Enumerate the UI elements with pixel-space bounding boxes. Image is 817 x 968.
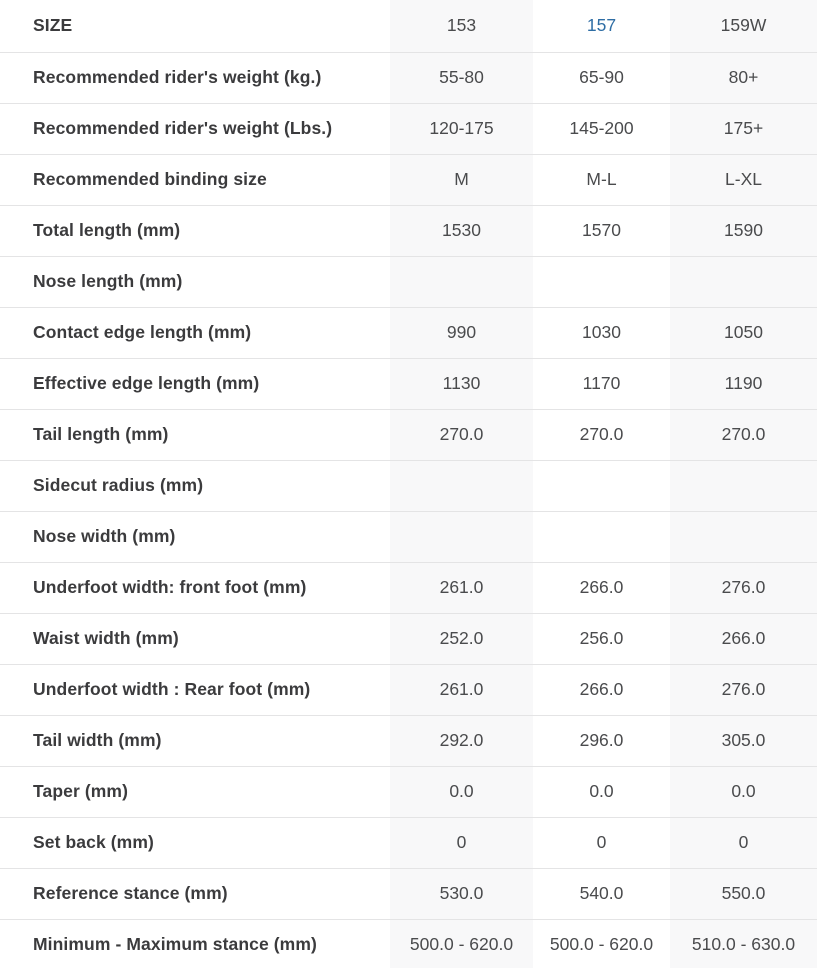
size-option-159w[interactable]: 159W bbox=[720, 15, 767, 36]
spec-value-cell: 145-200 bbox=[569, 118, 634, 138]
table-row bbox=[0, 868, 817, 919]
table-row bbox=[0, 817, 817, 868]
table-row bbox=[0, 154, 817, 205]
spec-value-cell: 276.0 bbox=[721, 577, 766, 597]
table-row bbox=[0, 919, 817, 968]
spec-value-cell: 1050 bbox=[724, 322, 763, 342]
spec-value-cell: 55-80 bbox=[439, 67, 484, 87]
spec-row-label: Contact edge length (mm) bbox=[33, 322, 252, 342]
spec-value-cell: 0.0 bbox=[731, 781, 756, 801]
spec-row-label: Underfoot width : Rear foot (mm) bbox=[33, 679, 311, 699]
spec-row-label: Tail width (mm) bbox=[33, 730, 162, 750]
table-row bbox=[0, 562, 817, 613]
spec-value-cell: 0.0 bbox=[589, 781, 614, 801]
spec-value-cell bbox=[390, 460, 533, 511]
spec-value-cell: 990 bbox=[446, 322, 477, 342]
spec-value-cell: 175+ bbox=[723, 118, 764, 138]
spec-value-cell bbox=[390, 256, 533, 307]
spec-value-cell: 1570 bbox=[582, 220, 621, 240]
spec-value-cell: 292.0 bbox=[439, 730, 484, 750]
spec-row-label: Taper (mm) bbox=[33, 781, 128, 801]
spec-value-cell bbox=[670, 256, 817, 307]
table-row bbox=[0, 307, 817, 358]
table-row bbox=[0, 511, 817, 562]
spec-value-cell: 500.0 - 620.0 bbox=[409, 934, 514, 954]
spec-value-cell: 1590 bbox=[724, 220, 763, 240]
spec-value-cell: 80+ bbox=[728, 67, 759, 87]
spec-value-cell bbox=[670, 511, 817, 562]
table-row bbox=[0, 664, 817, 715]
spec-value-cell: 270.0 bbox=[579, 424, 624, 444]
spec-value-cell: 305.0 bbox=[721, 730, 766, 750]
table-row bbox=[0, 460, 817, 511]
table-row bbox=[0, 256, 817, 307]
spec-value-cell: 0 bbox=[456, 832, 467, 852]
spec-row-label: Recommended rider's weight (Lbs.) bbox=[33, 118, 333, 138]
spec-value-cell: 1030 bbox=[582, 322, 621, 342]
spec-value-cell: M-L bbox=[586, 169, 617, 189]
spec-row-label: Nose length (mm) bbox=[33, 271, 183, 291]
spec-row-label: Set back (mm) bbox=[33, 832, 154, 852]
spec-table-body bbox=[0, 52, 817, 968]
spec-row-label: Recommended rider's weight (kg.) bbox=[33, 67, 322, 87]
size-header-label: SIZE bbox=[33, 15, 73, 36]
table-row bbox=[0, 409, 817, 460]
spec-value-cell: 1130 bbox=[442, 373, 481, 393]
spec-value-cell: 1170 bbox=[582, 373, 621, 393]
spec-row-label: Minimum - Maximum stance (mm) bbox=[33, 934, 317, 954]
table-row bbox=[0, 52, 817, 103]
spec-value-cell: 510.0 - 630.0 bbox=[691, 934, 796, 954]
spec-value-cell: 256.0 bbox=[579, 628, 624, 648]
spec-row-label: Effective edge length (mm) bbox=[33, 373, 260, 393]
spec-value-cell: M bbox=[454, 169, 469, 189]
spec-value-cell bbox=[390, 511, 533, 562]
spec-row-label: Total length (mm) bbox=[33, 220, 181, 240]
size-option-153[interactable]: 153 bbox=[446, 15, 477, 36]
spec-value-cell: 550.0 bbox=[721, 883, 766, 903]
spec-row-label: Underfoot width: front foot (mm) bbox=[33, 577, 307, 597]
spec-value-cell: 276.0 bbox=[721, 679, 766, 699]
spec-value-cell: 0.0 bbox=[449, 781, 474, 801]
table-row bbox=[0, 358, 817, 409]
table-row bbox=[0, 766, 817, 817]
spec-value-cell: 0 bbox=[596, 832, 607, 852]
table-header-row bbox=[0, 0, 817, 52]
size-option-157[interactable]: 157 bbox=[586, 15, 617, 36]
spec-row-label: Recommended binding size bbox=[33, 169, 267, 189]
spec-value-cell: 500.0 - 620.0 bbox=[549, 934, 654, 954]
spec-value-cell: 261.0 bbox=[439, 679, 484, 699]
spec-value-cell: 266.0 bbox=[579, 679, 624, 699]
table-row bbox=[0, 103, 817, 154]
spec-value-cell: 530.0 bbox=[439, 883, 484, 903]
spec-row-label: Tail length (mm) bbox=[33, 424, 169, 444]
spec-value-cell bbox=[533, 460, 670, 511]
spec-value-cell: 296.0 bbox=[579, 730, 624, 750]
spec-row-label: Nose width (mm) bbox=[33, 526, 176, 546]
spec-value-cell bbox=[670, 460, 817, 511]
spec-row-label: Waist width (mm) bbox=[33, 628, 179, 648]
spec-value-cell: 252.0 bbox=[439, 628, 484, 648]
table-row bbox=[0, 715, 817, 766]
spec-value-cell: 0 bbox=[738, 832, 749, 852]
spec-value-cell: 120-175 bbox=[429, 118, 494, 138]
spec-value-cell: L-XL bbox=[725, 169, 762, 189]
spec-value-cell: 1530 bbox=[442, 220, 481, 240]
spec-value-cell: 270.0 bbox=[721, 424, 766, 444]
spec-value-cell: 266.0 bbox=[579, 577, 624, 597]
spec-value-cell: 261.0 bbox=[439, 577, 484, 597]
spec-value-cell: 65-90 bbox=[579, 67, 624, 87]
spec-value-cell: 540.0 bbox=[579, 883, 624, 903]
table-row bbox=[0, 205, 817, 256]
spec-row-label: Reference stance (mm) bbox=[33, 883, 228, 903]
spec-value-cell: 1190 bbox=[724, 373, 763, 393]
spec-value-cell: 270.0 bbox=[439, 424, 484, 444]
spec-value-cell: 266.0 bbox=[721, 628, 766, 648]
table-row bbox=[0, 613, 817, 664]
spec-value-cell bbox=[533, 511, 670, 562]
spec-value-cell bbox=[533, 256, 670, 307]
spec-row-label: Sidecut radius (mm) bbox=[33, 475, 204, 495]
